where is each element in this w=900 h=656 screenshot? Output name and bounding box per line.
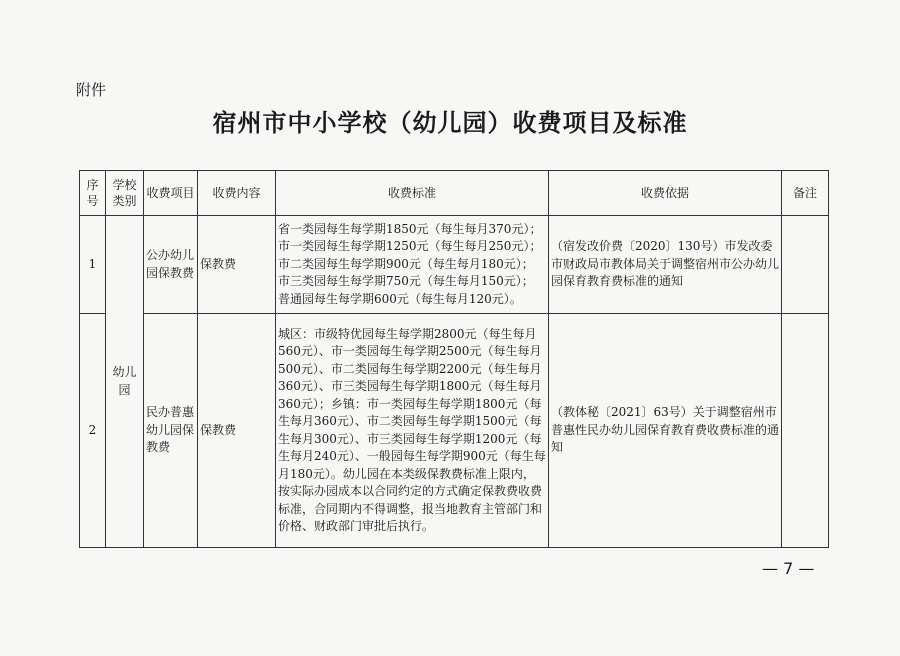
header-index: 序号 xyxy=(80,171,106,216)
table-row xyxy=(80,216,829,314)
header-fee-content: 收费内容 xyxy=(198,171,276,216)
table-header-row xyxy=(80,171,829,216)
fee-basis-cell: （宿发改价费〔2020〕130号）市发改委市财政局市教体局关于调整宿州市公办幼儿园保育教育费标准的通知 xyxy=(549,216,782,314)
fee-standard-cell xyxy=(276,314,549,548)
attachment-label: 附件 xyxy=(76,81,107,99)
standard-line: 省一类园每生每学期1850元（每生每月370元）； xyxy=(278,221,542,236)
table-row xyxy=(80,314,829,548)
fee-content-cell: 保教费 xyxy=(198,314,276,548)
header-fee-standard: 收费标准 xyxy=(276,171,549,216)
header-school-type: 学校类别 xyxy=(106,171,144,216)
row-index: 2 xyxy=(80,314,106,548)
standard-text: 城区：市级特优园每生每学期2800元（每生每月560元）、市一类园每生每学期2500元（每生每月500元）、市二类园每生每学期2200元（每生每月360元）、市三类园每生每学期1800元（每生每月360元）；乡镇：市一类园每生每学期1800元（每生每月360元）、市二类园每生每学期1500元（每生每月300元）、市三类园每生每学期1200元（每生每月240元）、一般园每生每学期900元（每生每月180元）。幼儿园在本类级保教费标准上限内，按实际办园成本以合同约定的方式确定保教费收费标准，合同期内不得调整，报当地教育主管部门和价格、财政部门审批后执行。 xyxy=(278,326,546,533)
standard-line: 市二类园每生每学期900元（每生每月180元）； xyxy=(278,256,534,271)
fee-standard-cell xyxy=(276,216,549,314)
remarks-cell xyxy=(782,314,829,548)
header-remarks: 备注 xyxy=(782,171,829,216)
remarks-cell xyxy=(782,216,829,314)
fee-basis-cell: （教体秘〔2021〕63号）关于调整宿州市普惠性民办幼儿园保育教育费收费标准的通知 xyxy=(549,314,782,548)
header-fee-item: 收费项目 xyxy=(144,171,198,216)
fee-content-cell: 保教费 xyxy=(198,216,276,314)
standard-line: 市一类园每生每学期1250元（每生每月250元）； xyxy=(278,239,542,254)
document-title: 宿州市中小学校（幼儿园）收费项目及标准 xyxy=(212,108,688,137)
fee-item-cell: 民办普惠幼儿园保教费 xyxy=(144,314,198,548)
standard-line: 市三类园每生每学期750元（每生每月150元）； xyxy=(278,274,534,289)
header-fee-basis: 收费依据 xyxy=(549,171,782,216)
standard-line: 普通园每生每学期600元（每生每月120元）。 xyxy=(278,291,522,306)
school-type-cell: 幼儿园 xyxy=(106,216,144,548)
fee-standards-table xyxy=(79,170,829,548)
page-number: — 7 — xyxy=(762,559,815,578)
row-index: 1 xyxy=(80,216,106,314)
fee-item-cell: 公办幼儿园保教费 xyxy=(144,216,198,314)
